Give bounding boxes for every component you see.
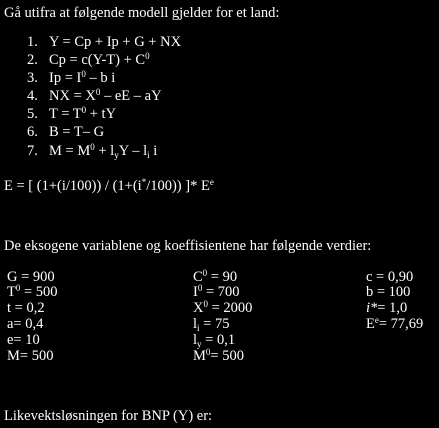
param-M: M= 500 bbox=[7, 348, 54, 364]
param-G: G = 900 bbox=[7, 269, 55, 285]
equation-number: 4. bbox=[27, 88, 38, 104]
equation-6 bbox=[27, 123, 104, 141]
parameters-intro: De eksogene variablene og koeffisientene har følgende verdier: bbox=[4, 238, 372, 254]
param-ly: $l_y = 0,1$ bbox=[193, 332, 236, 349]
equation-number: 6. bbox=[27, 124, 38, 140]
intro-text: Gå utifra at følgende modell gjelder for et land: bbox=[4, 5, 280, 21]
param-Ee: $E^e= 77,69$ bbox=[366, 315, 424, 332]
equation-number: 7. bbox=[27, 143, 38, 159]
equation-text: $M = M^0 + l_yY - l_i$ i bbox=[49, 142, 158, 160]
equation-4 bbox=[27, 87, 162, 105]
equation-text: $Cp = c(Y-T) + C^0$ bbox=[49, 51, 150, 68]
equation-7 bbox=[27, 142, 157, 160]
equation-number: 5. bbox=[27, 106, 38, 122]
equation-text: $T = T^0$ + tY bbox=[49, 105, 117, 122]
param-c: c = 0,90 bbox=[366, 269, 414, 285]
equation-number: 1. bbox=[27, 34, 38, 50]
param-e: e= 10 bbox=[7, 332, 40, 348]
equation-text: $Ip = I^0 - b$ i bbox=[49, 69, 116, 86]
equation-number: 2. bbox=[27, 52, 38, 68]
param-b: b = 100 bbox=[366, 284, 411, 300]
param-X0: $X^0 = 2000$ bbox=[193, 299, 253, 316]
equation-number: 3. bbox=[27, 70, 38, 86]
param-T0: $T^0 = 500$ bbox=[7, 283, 58, 300]
param-I0: $I^0 = 700$ bbox=[193, 283, 240, 300]
equation-text: NX = $X^0$ – eE – aY bbox=[49, 87, 162, 104]
equation-text: Y = Cp + Ip + G + NX bbox=[49, 34, 182, 50]
param-li: $l_i = 75$ bbox=[193, 316, 230, 333]
exchange-rate-formula: E = [ (1+(i/100)) / (1+(i*/100)) ]* $E^e$ bbox=[4, 177, 214, 194]
param-i-star: i*= 1,0 bbox=[366, 300, 408, 316]
equation-2 bbox=[27, 51, 150, 69]
equation-3 bbox=[27, 69, 115, 87]
param-C0: $C^0 = 90$ bbox=[193, 268, 238, 285]
question-text: Likevektsløsningen for BNP (Y) er: bbox=[4, 408, 213, 424]
param-M0: $M^0= 500$ bbox=[193, 347, 244, 364]
param-t: t = 0,2 bbox=[7, 300, 45, 316]
param-a: a= 0,4 bbox=[7, 316, 44, 332]
equation-1 bbox=[27, 33, 181, 51]
equation-5 bbox=[27, 105, 116, 123]
equation-text: B = T– G bbox=[49, 124, 105, 140]
